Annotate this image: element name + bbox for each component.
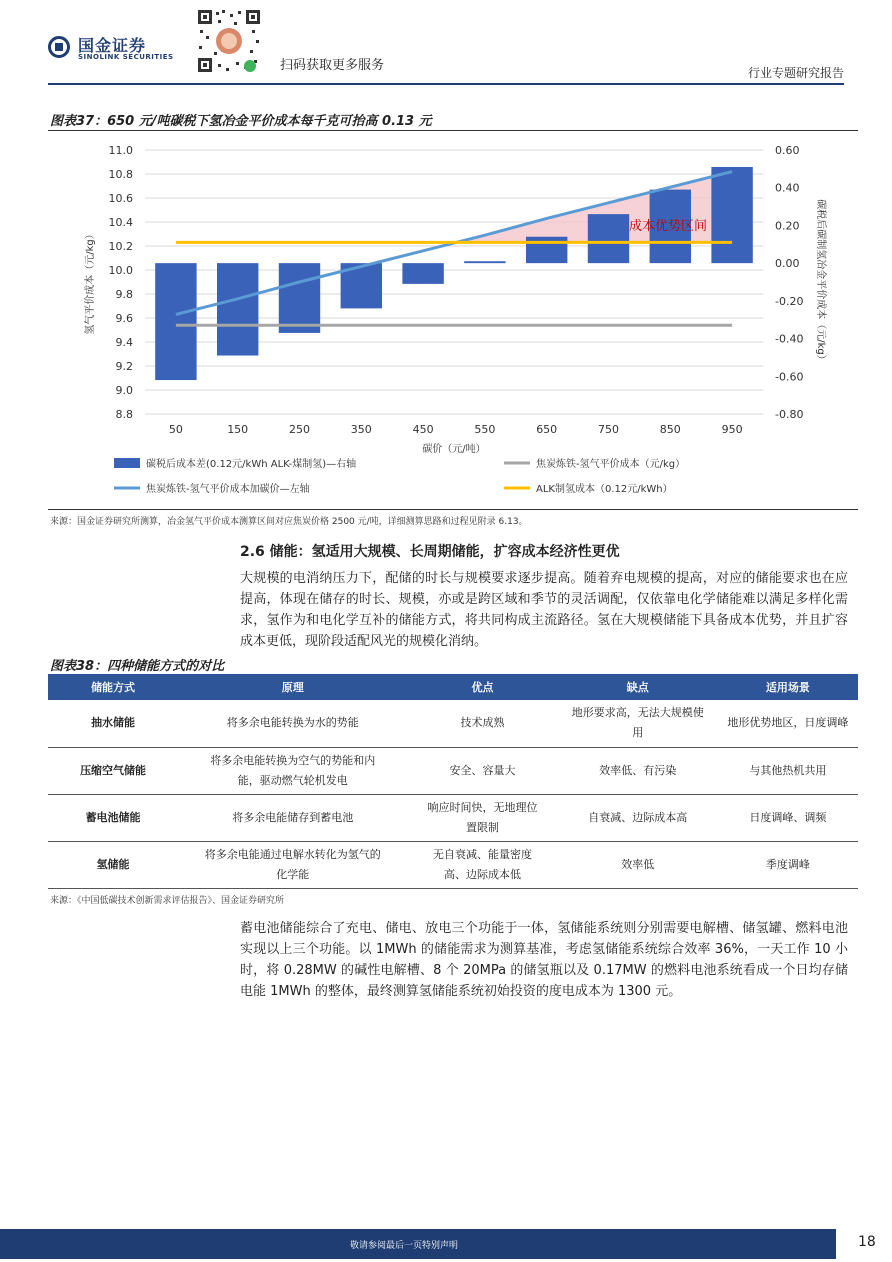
table-header: 缺点	[558, 674, 718, 700]
table-cell: 响应时间快，无地理位置限制	[407, 794, 557, 841]
company-logo-icon	[48, 36, 70, 58]
table-cell: 将多余电能转换为水的势能	[178, 700, 407, 747]
chart-bar	[588, 214, 629, 263]
y-right-tick-label: -0.80	[775, 408, 804, 421]
y-left-tick-label: 10.4	[108, 216, 133, 229]
table-header: 优点	[407, 674, 557, 700]
y-left-tick-label: 9.8	[115, 288, 133, 301]
y-right-axis-label: 碳税后碳制氢冶金平价成本（元/kg）	[815, 199, 826, 365]
chart-bar	[464, 261, 505, 263]
x-tick-label: 850	[659, 423, 681, 436]
section-paragraph-2: 蓄电池储能综合了充电、储电、放电三个功能于一体，氢储能系统则分别需要电解槽、储氢罐、燃料电池实现以上三个功能。以 1MWh 的储能需求为测算基准，考虑氢储能系统综合效率 36%，一天工作 10 小时，将 0.28MW 的碱性电解槽、8 个 20MPa 的储氢瓶以及 0.17MW 的燃料电池系统看成一个日均存储电能 1MWh 的整体，最终测算氢储能系统初始投资的度电成本为 1300 元。	[240, 921, 848, 999]
figure-37-source: 来源：国金证券研究所测算，冶金氢气平价成本测算区间对应焦炭价格 2500 元/吨，详细测算思路和过程见附录 6.13。	[50, 517, 528, 527]
table-cell: 氢储能	[48, 841, 178, 888]
figure-37-bottom-rule	[48, 509, 858, 510]
legend-label: ALK制氢成本（0.12元/kWh）	[536, 484, 673, 495]
qr-code-icon	[194, 6, 264, 76]
x-tick-label: 50	[168, 423, 183, 436]
table-cell: 效率低、有污染	[558, 747, 718, 794]
table-row	[48, 700, 858, 747]
header-divider	[48, 83, 844, 85]
x-tick-label: 750	[598, 423, 619, 436]
y-right-tick-label: 0.60	[775, 144, 800, 157]
legend-label: 焦炭炼铁-氢气平价成本加碳价—左轴	[146, 484, 310, 495]
y-right-tick-label: 0.20	[775, 219, 800, 233]
table-cell: 将多余电能储存到蓄电池	[178, 794, 407, 841]
y-left-tick-label: 9.4	[115, 336, 133, 349]
table-header: 储能方式	[48, 674, 178, 700]
table-cell: 无自衰减、能量密度高、边际成本低	[407, 841, 557, 888]
figure-38-title: 图表38：四种储能方式的对比	[50, 659, 225, 674]
x-tick-label: 150	[227, 423, 249, 436]
y-left-tick-label: 9.0	[115, 384, 133, 397]
table-cell: 与其他热机共用	[718, 747, 858, 794]
table-cell: 季度调峰	[718, 841, 858, 888]
chart-bar	[711, 167, 752, 263]
table-cell: 安全、容量大	[407, 747, 557, 794]
x-tick-label: 950	[721, 423, 743, 436]
table-row	[48, 794, 858, 841]
y-right-tick-label: -0.40	[775, 332, 804, 346]
section-heading: 2.6 储能：氢适用大规模、长周期储能，扩容成本经济性更优	[240, 544, 620, 560]
chart-bar	[217, 263, 258, 355]
x-tick-label: 350	[350, 423, 372, 436]
table-cell: 将多余电能转换为空气的势能和内能，驱动燃气轮机发电	[178, 747, 407, 794]
footer-disclaimer: 敬请参阅最后一页特别声明	[350, 1241, 459, 1251]
x-tick-label: 550	[474, 423, 496, 436]
table-header: 原理	[178, 674, 407, 700]
table-cell: 将多余电能通过电解水转化为氢气的化学能	[178, 841, 407, 888]
document-type: 行业专题研究报告	[747, 66, 844, 80]
table-row	[48, 747, 858, 794]
storage-comparison-table	[48, 674, 858, 889]
chart-bar	[279, 263, 320, 333]
y-right-tick-label: 0.00	[775, 257, 800, 271]
section-paragraph-1: 大规模的电消纳压力下，配储的时长与规模要求逐步提高。随着弃电规模的提高，对应的储能要求也在应提高，体现在储存的时长、规模，亦或是跨区域和季节的灵活调配，仅依靠电化学储能难以满足多样化需求，氢作为和电化学互补的储能方式，将共同构成主流路径。氢在大规模储能下具备成本优势，并且扩容成本更低，现阶段适配风光的规模化消纳。	[240, 571, 848, 649]
table-cell: 蓄电池储能	[48, 794, 178, 841]
y-left-tick-label: 9.6	[115, 312, 133, 325]
table-cell: 地形要求高，无法大规模使用	[558, 700, 718, 747]
y-left-tick-label: 10.0	[108, 264, 133, 277]
legend-label: 碳税后成本差(0.12元/kWh ALK-煤制氢)—右轴	[146, 459, 357, 470]
figure-37-top-rule	[48, 130, 858, 131]
y-left-tick-label: 10.2	[108, 240, 133, 253]
y-right-tick-label: 0.40	[775, 181, 800, 195]
table-cell: 技术成熟	[407, 700, 557, 747]
y-left-tick-label: 10.6	[108, 192, 133, 205]
table-header: 适用场景	[718, 674, 858, 700]
table-cell: 日度调峰、调频	[718, 794, 858, 841]
y-left-axis-label: 氢气平价成本（元/kg）	[85, 229, 96, 335]
company-name-en: SINOLINK SECURITIES	[78, 53, 174, 61]
y-left-tick-label: 10.8	[108, 168, 133, 181]
table-header-row	[48, 674, 858, 700]
chart-bar	[526, 237, 567, 263]
table-cell: 抽水储能	[48, 700, 178, 747]
x-tick-label: 650	[536, 423, 558, 436]
y-left-tick-label: 8.8	[115, 408, 133, 421]
y-left-tick-label: 11.0	[108, 144, 133, 157]
y-right-tick-label: -0.60	[775, 370, 804, 384]
page-number: 18	[858, 1234, 876, 1250]
figure-37-title: 图表37：650 元/吨碳税下氢冶金平价成本每千克可抬高 0.13 元	[50, 114, 432, 129]
chart-bar	[402, 263, 443, 284]
x-tick-label: 450	[412, 423, 434, 436]
y-left-tick-label: 9.2	[115, 360, 133, 373]
annotation-label: 成本优势区间	[628, 219, 708, 234]
table-cell: 地形优势地区，日度调峰	[718, 700, 858, 747]
table-cell: 自衰减、边际成本高	[558, 794, 718, 841]
legend-label: 焦炭炼铁-氢气平价成本（元/kg）	[536, 459, 686, 470]
chart-bar	[155, 263, 196, 380]
table-cell: 压缩空气储能	[48, 747, 178, 794]
legend-swatch	[114, 458, 140, 468]
y-right-tick-label: -0.20	[775, 294, 804, 308]
x-axis-label: 碳价（元/吨）	[422, 444, 486, 455]
table-cell: 效率低	[558, 841, 718, 888]
carbon-tax-chart	[48, 134, 858, 506]
table-row	[48, 841, 858, 888]
figure-38-source: 来源：《中国低碳技术创新需求评估报告》、国金证券研究所	[50, 896, 285, 906]
qr-caption: 扫码获取更多服务	[280, 58, 385, 73]
company-name-cn: 国金证券	[78, 36, 147, 55]
x-tick-label: 250	[289, 423, 310, 436]
